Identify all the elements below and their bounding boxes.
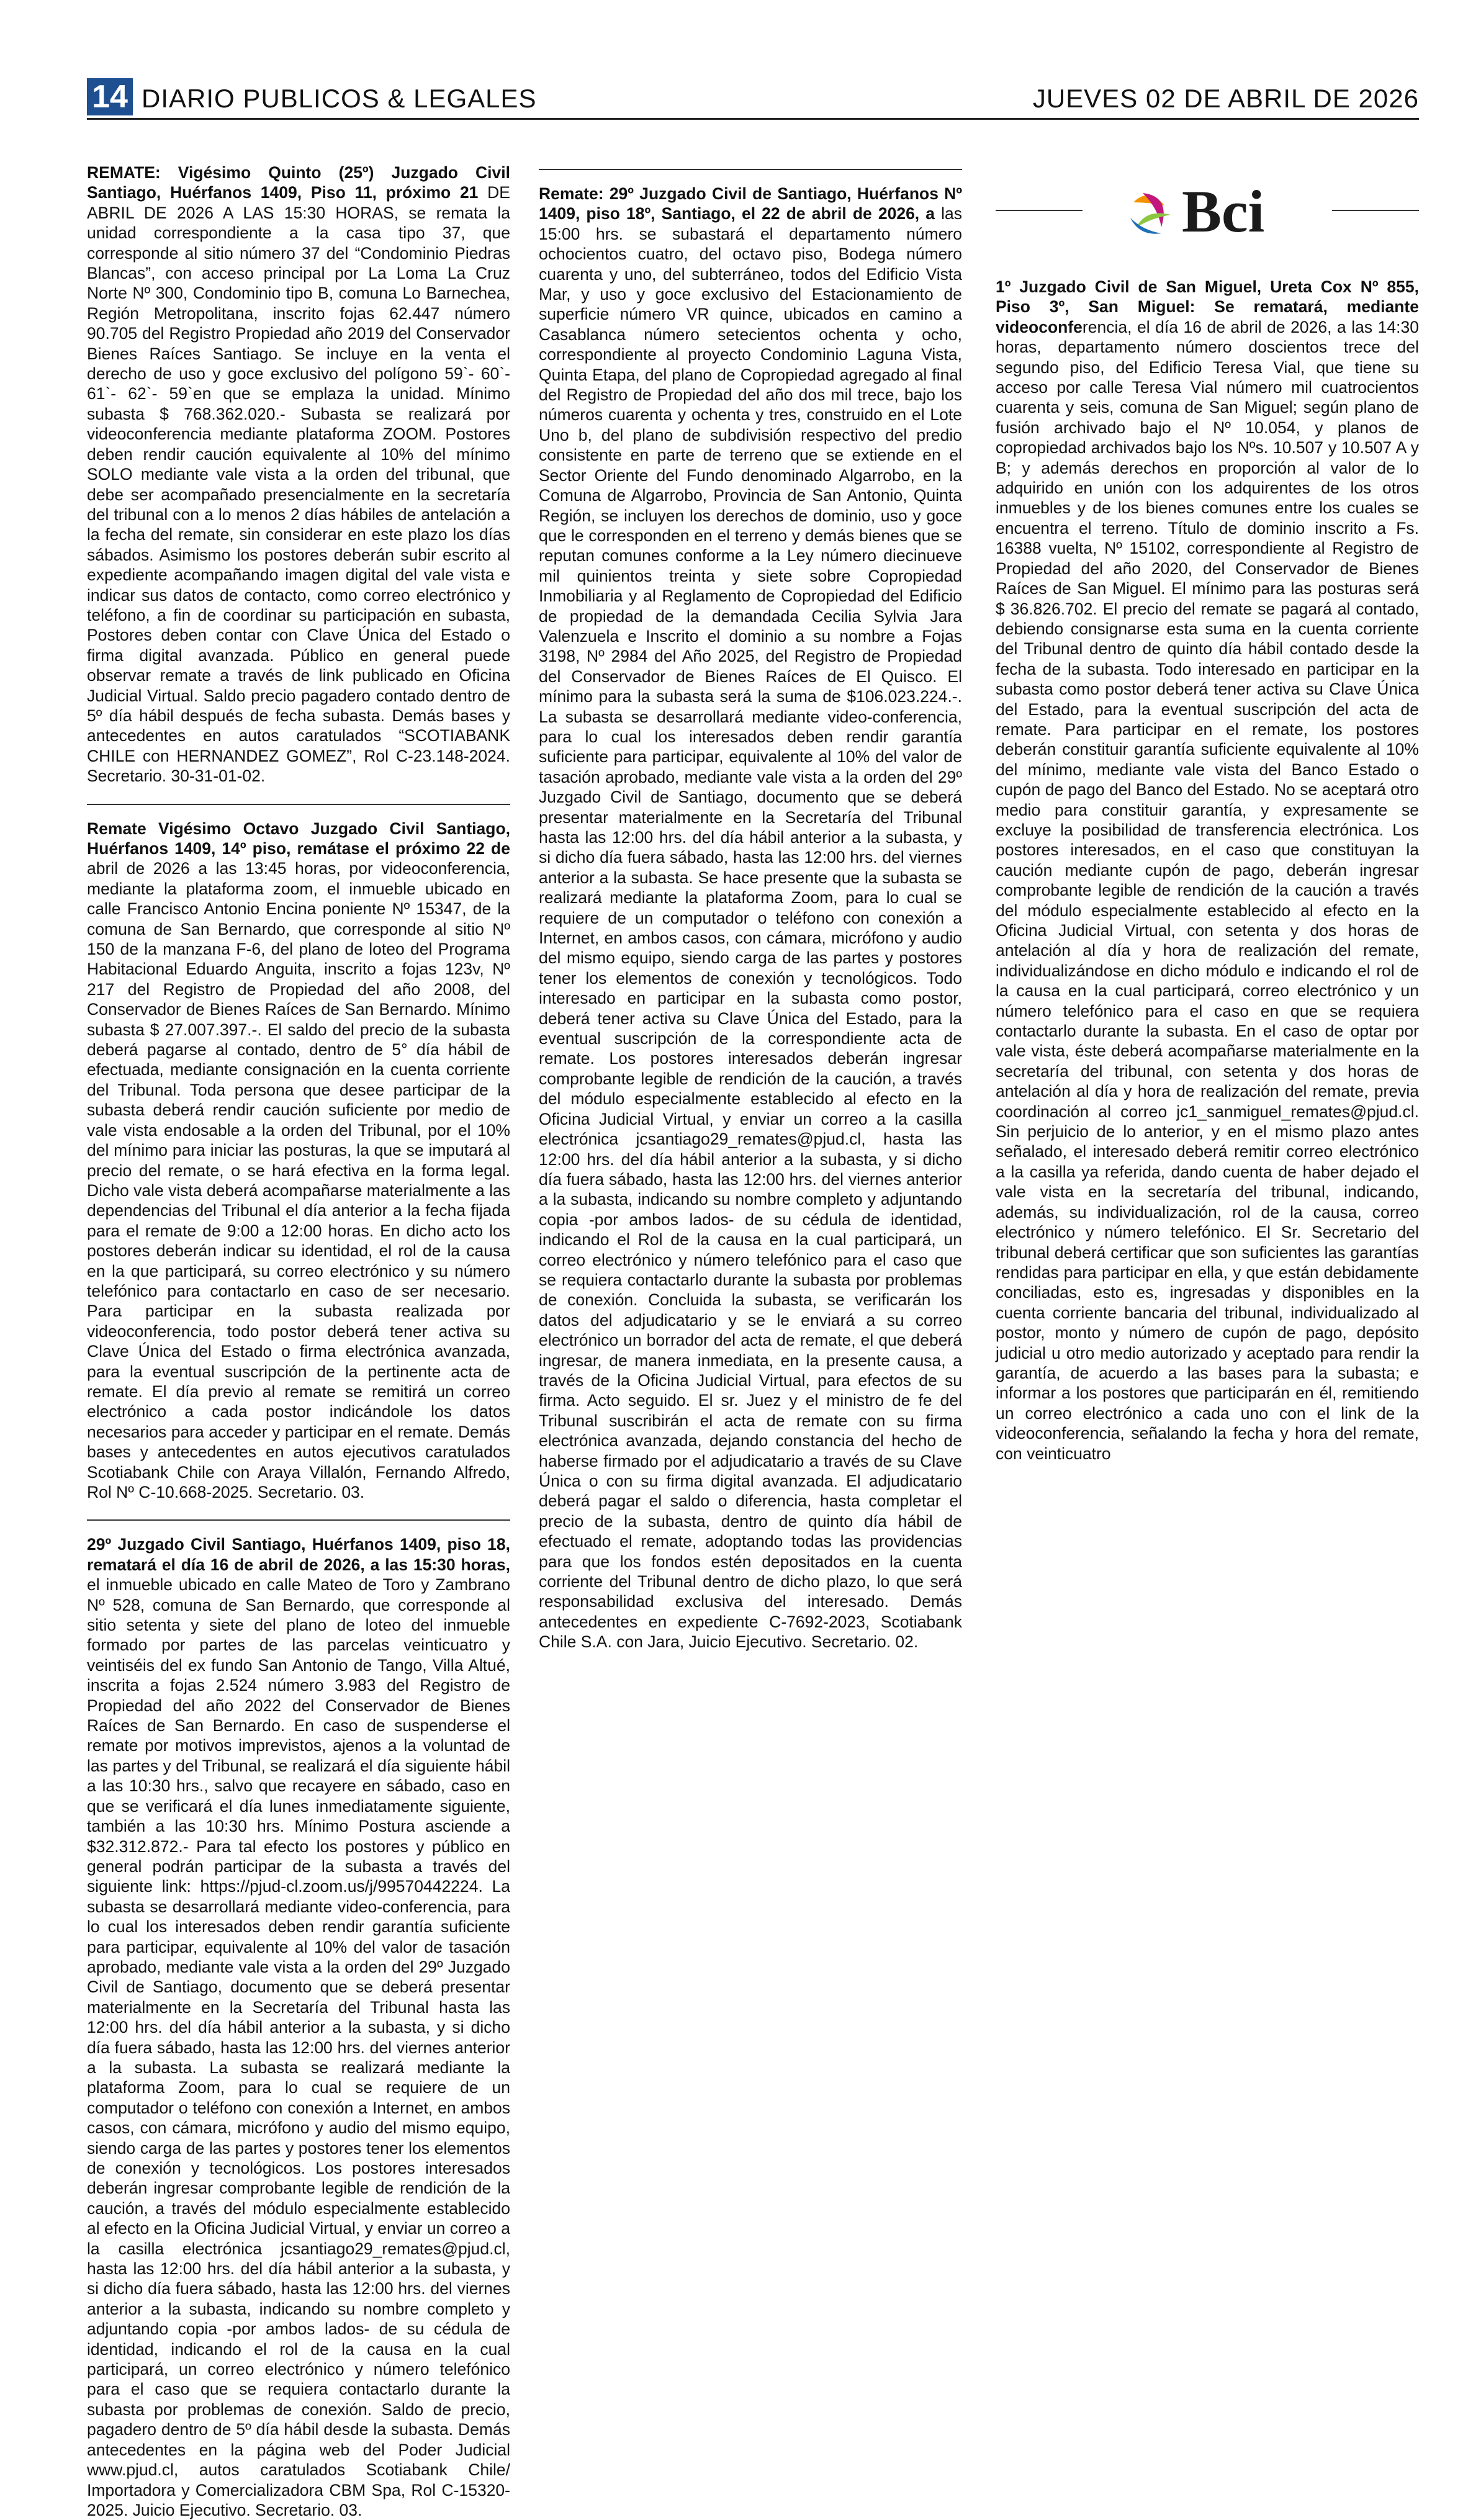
notice-body: DE ABRIL DE 2026 A LAS 15:30 HORAS, se remata la unidad correspondiente a la casa tipo 37, que corresponde al sitio número 37 del “Condominio Piedras Blancas”, con acceso principal por La Loma La Cruz Norte Nº 300, Condominio tipo B, comuna Lo Barnechea, Región Metropolitana, inscrito fojas 62.447 número 90.705 del Registro Propiedad año 2019 del Conservador Bienes Raíces Santiago. Se incluye en la venta el derecho de uso y goce exclusivo del polígono 59`- 60`- 61`- 62`- 59`en que se emplaza la unidad. Mínimo subasta $ 768.362.020.- Subasta se realizará por videoconferencia mediante plataforma ZOOM. Postores deben rendir caución equivalente al 10% del mínimo SOLO mediante vale vista a la orden del tribunal, que debe ser acompañado presencialmente en la secretaría del tribunal con a lo menos 2 días hábiles de antelación a la fecha del remate, sin considerar en este plazo los días sábados. Asimismo los postores deberán subir escrito al expediente acompañando imagen digital del vale vista e indicar sus datos de contacto, como correo electrónico y teléfono, a fin de coordinar su participación en subasta, Postores deben contar con Clave Única del Estado o firma digital avanzada. Público en general puede observar remate a través de link publicado en Oficina Judicial Virtual. Saldo precio pagadero contado dentro de 5º día hábil después de fecha subasta. Demás bases y antecedentes en autos caratulados “SCOTIABANK CHILE con HERNANDEZ GOMEZ”, Rol C-23.148-2024. Secretario. 30-31-01-02. — [87, 183, 510, 786]
notice-body: las 15:00 hrs. se subastará el departamento número ochocientos cuatro, del octavo piso, Bodega número cuarenta y uno, del subterráneo, todos del Edificio Vista Mar, y uso y goce exclusivo del Estacionamiento de superficie número VR quince, ubicados en camino a Casablanca número setecientos ochenta y ocho, correspondiente al proyecto Condominio Laguna Vista, Quinta Etapa, del plano de Copropiedad agregado al final del Registro de Propiedad del año dos mil trece, bajo los números cuarenta y ochenta y tres, construido en el Lote Uno b, del plano de subdivisión respectivo del predio consistente en parte de terreno que se extiende en el Sector Oriente del Fundo denominado Algarrobo, en la Comuna de Algarrobo, Provincia de San Antonio, Quinta Región, se incluyen los derechos de dominio, uso y goce que le corresponden en el terreno y demás bienes que se reputan comunes conforme a la Ley número diecinueve mil quinientos treinta y siete sobre Copropiedad Inmobiliaria y al Reglamento de Copropiedad del Edificio de propiedad de la demandada Cecilia Sylvia Jara Valenzuela e Inscrito el dominio a su nombre a Fojas 3198, Nº 2984 del Año 2025, del Registro de Propiedad del Conservador de Bienes Raíces de El Quisco. El mínimo para la subasta será la suma de $106.023.224.-. La subasta se desarrollará mediante video-conferencia, para lo cual los interesados deben rendir garantía suficiente para participar, equivalente al 10% del valor de tasación aprobado, mediante vale vista a la orden del 29º Juzgado Civil de Santiago, documento que se deberá presentar materialmente en la Secretaría del Tribunal hasta las 12:00 hrs. del día hábil anterior a la subasta, y si dicho día fuera sábado, hasta las 12:00 hrs. del viernes anterior a la subasta. Se hace presente que la subasta se realizará mediante la plataforma Zoom, para lo cual se requiere de un computador o teléfono con conexión a Internet, en ambos casos, con cámara, micrófono y audio del mismo equipo, siendo carga de las partes y postores tener los elementos de conexión y tecnológicos. Todo interesado en participar en la subasta como postor, deberá tener activa su Clave Única del Estado, para la eventual suscripción de la correspondiente acta de remate. Los postores interesados deberán ingresar comprobante legible de rendición de la caución, a través del módulo especialmente establecido al efecto en la Oficina Judicial Virtual, y enviar un correo a la casilla electrónica jcsantiago29_remates@pjud.cl, hasta las 12:00 hrs. del día hábil anterior a la subasta, y si dicho día fuera sábado, hasta las 12:00 hrs. del viernes anterior a la subasta, indicando su nombre completo y adjuntando copia -por ambos lados- de su cédula de identidad, indicando el Rol de la causa en la cual participará, un correo electrónico y número telefónico para el caso que se requiera contactarlo durante la subasta por problemas de conexión. Concluida la subasta, se verificarán los datos del adjudicatario y se le enviará a su correo electrónico un borrador del acta de remate, el que deberá ingresar, de manera inmediata, en la presente causa, a través de la Oficina Judicial Virtual, para efectos de su firma. Acto seguido. El sr. Juez y el ministro de fe del Tribunal suscribirán el acta de remate con su firma electrónica avanzada, dejando constancia del hecho de haberse firmado por el adjudicatario a través de su Clave Única o con su firma digital avanzada. El adjudicatario deberá pagar el saldo o diferencia, hasta completar el precio de la subasta, dentro de quinto día hábil de efectuado el remate, adoptando todas las providencias para que los fondos estén depositados en la cuenta corriente del Tribunal dentro de dicho plazo, lo que será responsabilidad exclusiva del interesado. Demás antecedentes en expediente C-7692-2023, Scotiabank Chile S.A. con Jara, Juicio Ejecutivo. Secretario. 02. — [539, 204, 962, 1652]
bci-wordmark: Bci — [1182, 178, 1265, 245]
notice-remate-1-juzgado-san-miguel — [996, 277, 1419, 1464]
divider — [87, 1519, 510, 1521]
column-1 — [87, 163, 510, 2519]
column-2 — [539, 163, 962, 2143]
bci-advert-banner — [996, 165, 1419, 258]
notice-lead: 29º Juzgado Civil Santiago, Huérfanos 1409, piso 18, rematará el día 16 de abril de 2026, a las 15:30 horas, — [87, 1535, 510, 1574]
notice-remate-28-juzgado — [87, 819, 510, 1503]
notice-remate-25-juzgado — [87, 163, 510, 786]
notice-body: abril de 2026 a las 13:45 horas, por videoconferencia, mediante la plataforma zoom, el inmueble ubicado en calle Francisco Antonio Encina poniente Nº 15347, de la comuna de San Bernardo, que corresponde al sitio Nº 150 de la manzana F-6, del plano de loteo del Programa Habitacional Eduardo Anguita, inscrito a fojas 123v, Nº 217 del Registro de Propiedad del año 2008, del Conservador de Bienes Raíces de San Bernardo. Mínimo subasta $ 27.007.397.-. El saldo del precio de la subasta deberá pagarse al contado, dentro de 5° día hábil de efectuada, mediante consignación en la cuenta corriente del Tribunal. Toda persona que desee participar de la subasta deberá rendir caución suficiente por medio de vale vista endosable a la orden del Tribunal, por el 10% del mínimo para iniciar las posturas, la que se imputará al precio del remate, o se hará efectiva en la forma legal. Dicho vale vista deberá acompañarse materialmente a las dependencias del Tribunal el día anterior a la fecha fijada para el remate de 9:00 a 12:00 horas. En dicho acto los postores deberán indicar su identidad, el rol de la causa en la que participará, su correo electrónico y su número telefónico para contactarlo en caso de ser necesario. Para participar en la subasta realizada por videoconferencia, todo postor deberá tener activa su Clave Única del Estado o firma electrónica avanzada, para la eventual suscripción de la pertinente acta de remate. El día previo al remate se remitirá un correo electrónico a cada postor indicándole los datos necesarios para acceder y participar en el remate. Demás bases y antecedentes en autos ejecutivos caratulados Scotiabank Chile con Araya Villalón, Fernando Alfredo, Rol Nº C-10.668-2025. Secretario. 03. — [87, 859, 510, 1501]
notice-lead: REMATE: Vigésimo Quinto (25º) Juzgado Civil Santiago, Huérfanos 1409, Piso 11, próximo 21 — [87, 163, 510, 202]
notice-lead: Remate: 29º Juzgado Civil de Santiago, Huérfanos Nº 1409, piso 18º, Santiago, el 22 de abril de 2026, a — [539, 184, 962, 223]
notice-lead: 1º Juzgado Civil de San Miguel, Ureta Cox Nº 855, Piso 3º, San Miguel: Se rematará, mediante videoconfe — [996, 277, 1419, 336]
bci-logo-icon — [1127, 184, 1183, 240]
notice-body: rencia, el día 16 de abril de 2026, a las 14:30 horas, departamento número doscientos trece del segundo piso, del Edificio Teresa Vial, que tiene su acceso por calle Teresa Vial número mil cuatrocientos cuarenta y seis, comuna de San Miguel; según plano de fusión archivado bajo el Nº 10.054, y planos de copropiedad archivados bajo los Nºs. 10.507 y 10.507 A y B; y además derechos en proporción al valor de lo adquirido en unión con los adquirentes de los otros inmuebles y de los bienes comunes entre los cuales se encuentra el terreno. Título de dominio inscrito a Fs. 16388 vuelta, Nº 15102, correspondiente al Registro de Propiedad del año 2020, del Conservador de Bienes Raíces de San Miguel. El mínimo para las posturas será $ 36.826.702. El precio del remate se pagará al contado, debiendo consignarse esta suma en la cuenta corriente del Tribunal dentro de quinto día hábil contado desde la fecha de la subasta. Todo interesado en participar en la subasta como postor deberá tener activa su Clave Única del Estado, para la eventual suscripción del acta de remate. Para participar en el remate, los postores deberán constituir garantía suficiente equivalente al 10% del mínimo, mediante vale vista del Banco Estado o cupón de pago del Banco del Estado. No se aceptará otro medio para constituir garantía, y expresamente se excluye la posibilidad de transferencia electrónica. Los postores interesados, en el caso que constituyan la caución mediante cupón de pago, deberán ingresar comprobante legible de rendición de la caución a través del módulo especialmente establecido al efecto en la Oficina Judicial Virtual, con setenta y dos horas de antelación al día y hora de realización del remate, individualizándose en dicho módulo e indicando el rol de la causa en la cual participará, correo electrónico y un número telefónico para el caso en que se requiera contactarlo durante la subasta. En el caso de optar por vale vista, éste deberá acompañarse materialmente en la secretaría del tribunal, con setenta y dos horas de antelación al día y hora de realización del remate, previa coordinación al correo jc1_sanmiguel_remates@pjud.cl. Sin perjuicio de lo anterior, y en el mismo plazo antes señalado, el interesado deberá remitir correo electrónico a la casilla ya referida, dando cuenta de haber dejado el vale vista en la secretaría del tribunal, indicando, además, su individualización, rol de la causa, correo electrónico y número telefónico. El Sr. Secretario del tribunal deberá certificar que son suficientes las garantías rendidas para participar en ella, y que están debidamente conciliadas, esto es, ingresadas y disponibles en la cuenta corriente bancaria del tribunal, individualizado al postor, monto y número de cupón de pago, depósito judicial u otro medio autorizado y aceptado para rendir la garantía, de acuerdo a las bases para la subasta; e informar a los postores que participarán en él, remitiendo un correo electrónico a cada uno con el link de la videoconferencia, señalando la fecha y hora del remate, con veinticuatro — [996, 317, 1419, 1463]
notice-remate-29-juzgado-algarrobo — [539, 184, 962, 1652]
publication-name: DIARIO PUBLICOS & LEGALES — [142, 84, 537, 113]
page-header — [87, 78, 1419, 120]
divider — [996, 210, 1083, 211]
divider — [539, 169, 962, 170]
divider — [1332, 210, 1419, 211]
divider — [87, 804, 510, 805]
notice-lead: Remate Vigésimo Octavo Juzgado Civil Santiago, Huérfanos 1409, 14º piso, remátase el próximo 22 de — [87, 819, 510, 858]
publication-date: JUEVES 02 DE ABRIL DE 2026 — [1032, 84, 1419, 113]
notice-remate-29-juzgado-mateo-de-toro — [87, 1534, 510, 2520]
notice-body: el inmueble ubicado en calle Mateo de Toro y Zambrano Nº 528, comuna de San Bernardo, que corresponde al sitio setenta y siete del plano de loteo del inmueble formado por partes de las parcelas veinticuatro y veintiséis del ex fundo San Antonio de Tango, Villa Altué, inscrita a fojas 2.524 número 3.983 del Registro de Propiedad del año 2022 del Conservador de Bienes Raíces de San Bernardo. En caso de suspenderse el remate por motivos imprevistos, ajenos a la voluntad de las partes y del Tribunal, se realizará el día siguiente hábil a las 10:30 hrs., salvo que recayere en sábado, caso en que se verificará el día lunes inmediatamente siguiente, también a las 10:30 hrs. Mínimo Postura asciende a $32.312.872.- Para tal efecto los postores y público en general podrán participar de la subasta a través del siguiente link: https://pjud-cl.zoom.us/j/99570442224. La subasta se desarrollará mediante video-conferencia, para lo cual los interesados deben rendir garantía suficiente para participar, equivalente al 10% del valor de tasación aprobado, mediante vale vista a la orden del 29º Juzgado Civil de Santiago, documento que se deberá presentar materialmente en la Secretaría del Tribunal hasta las 12:00 hrs. del día hábil anterior a la subasta, y si dicho día fuera sábado, hasta las 12:00 hrs. del viernes anterior a la subasta. La subasta se realizará mediante la plataforma Zoom, para lo cual se requiere de un computador o teléfono con conexión a Internet, en ambos casos, con cámara, micrófono y audio del mismo equipo, siendo carga de las partes y postores tener los elementos de conexión y tecnológicos. Los postores interesados deberán ingresar comprobante legible de rendición de la caución, a través del módulo especialmente establecido al efecto en la Oficina Judicial Virtual, y enviar un correo a la casilla electrónica jcsantiago29_remates@pjud.cl, hasta las 12:00 hrs. del día hábil anterior a la subasta, y si dicho día fuera sábado, hasta las 12:00 hrs. del viernes anterior a la subasta, indicando su nombre completo y adjuntando copia -por ambos lados- de su cédula de identidad, indicando el rol de la causa en la cual participará, un correo electrónico y número telefónico para el caso que se requiera contactarlo durante la subasta por problemas de conexión. Saldo de precio, pagadero dentro de 5º día hábil desde la subasta. Demás antecedentes en la página web del Poder Judicial www.pjud.cl, autos caratulados Scotiabank Chile/ Importadora y Comercializadora CBM Spa, Rol C-15320-2025. Juicio Ejecutivo. Secretario. 03. — [87, 1575, 510, 2519]
bci-logo — [1127, 178, 1289, 246]
column-3 — [996, 163, 1419, 2143]
page-number: 14 — [87, 78, 133, 115]
